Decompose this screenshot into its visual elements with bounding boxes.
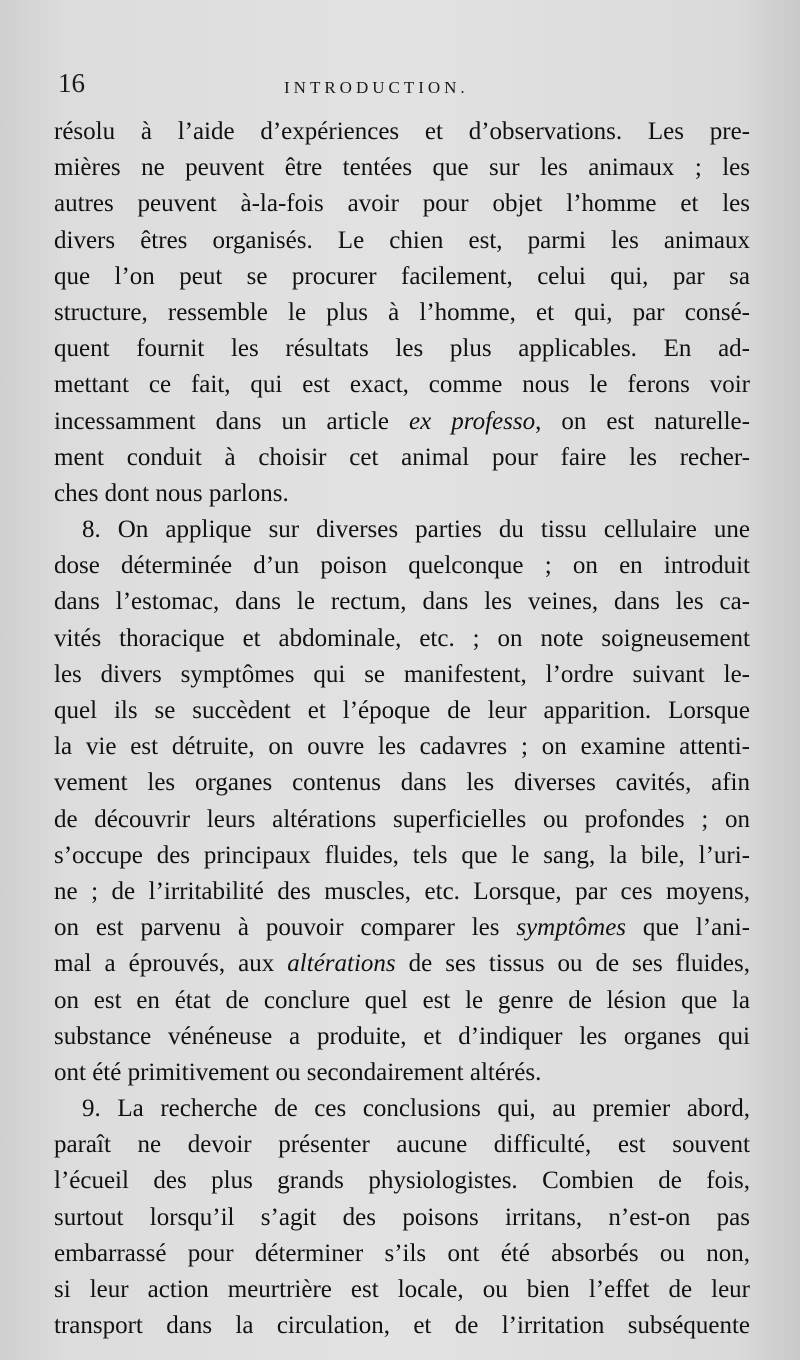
text-line: vités thoracique et abdominale, etc. ; on note soigneusement — [54, 624, 750, 652]
body-text — [54, 114, 750, 1344]
text-line: structure, ressemble le plus à l’homme, et qui, par consé- — [54, 298, 750, 326]
text-line: on est en état de conclure quel est le genre de lésion que la — [54, 986, 750, 1014]
text-line: substance vénéneuse a produite, et d’indiquer les organes qui — [54, 1022, 750, 1050]
text-line: paraît ne devoir présenter aucune difficulté, est souvent — [54, 1131, 750, 1159]
page-header — [58, 68, 740, 108]
text-line: résolu à l’aide d’expériences et d’observations. Les pre- — [54, 118, 750, 145]
text-line: si leur action meurtrière est locale, ou bien l’effet de leur — [54, 1276, 750, 1303]
text-line: mal a éprouvés, aux altérations de ses tissus ou de ses fluides, — [54, 950, 751, 978]
text-line: transport dans la circulation, et de l’irritation subséquente — [54, 1312, 750, 1340]
text-line: vement les organes contenus dans les diverses cavités, afin — [54, 769, 750, 797]
text-line: mières ne peuvent être tentées que sur les animaux ; les — [54, 154, 750, 182]
running-title: INTRODUCTION. — [284, 78, 469, 97]
text-line: incessamment dans un article ex professo, on est naturelle- — [54, 407, 750, 435]
text-line: ne ; de l’irritabilité des muscles, etc. Lorsque, par ces moyens, — [54, 877, 750, 905]
text-line: mettant ce fait, qui est exact, comme nous le ferons voir — [54, 371, 750, 399]
text-line: les divers symptômes qui se manifestent, l’ordre suivant le- — [54, 660, 750, 688]
text-line: surtout lorsqu’il s’agit des poisons irritans, n’est-on pas — [54, 1203, 750, 1231]
text-line: ches dont nous parlons. — [54, 479, 289, 507]
text-line: embarrassé pour déterminer s’ils ont été absorbés ou non, — [54, 1239, 750, 1267]
text-line: dans l’estomac, dans le rectum, dans les veines, dans les ca- — [54, 588, 750, 616]
text-line: que l’on peut se procurer facilement, celui qui, par sa — [54, 262, 750, 290]
text-line: autres peuvent à-la-fois avoir pour objet l’homme et les — [54, 190, 750, 218]
text-line: dose déterminée d’un poison quelconque ; on en introduit — [54, 552, 750, 580]
text-line: on est parvenu à pouvoir comparer les symptômes que l’ani- — [54, 914, 750, 942]
text-line: quel ils se succèdent et l’époque de leur apparition. Lorsque — [54, 697, 750, 724]
text-line: divers êtres organisés. Le chien est, parmi les animaux — [54, 226, 750, 254]
text-line: s’occupe des principaux fluides, tels que le sang, la bile, l’uri- — [54, 841, 750, 869]
text-line: 9. La recherche de ces conclusions qui, au premier abord, — [82, 1095, 750, 1123]
text-line: 8. On applique sur diverses parties du tissu cellulaire une — [82, 516, 750, 544]
text-line: quent fournit les résultats les plus applicables. En ad- — [54, 335, 750, 363]
page-number: 16 — [58, 68, 85, 98]
text-line: l’écueil des plus grands physiologistes. Combien de fois, — [54, 1167, 750, 1195]
text-line: la vie est détruite, on ouvre les cadavres ; on examine attenti- — [54, 733, 750, 761]
text-line: de découvrir leurs altérations superficielles ou profondes ; on — [54, 805, 750, 833]
text-line: ont été primitivement ou secondairement altérés. — [54, 1058, 542, 1086]
text-line: ment conduit à choisir cet animal pour faire les recher- — [54, 443, 750, 471]
